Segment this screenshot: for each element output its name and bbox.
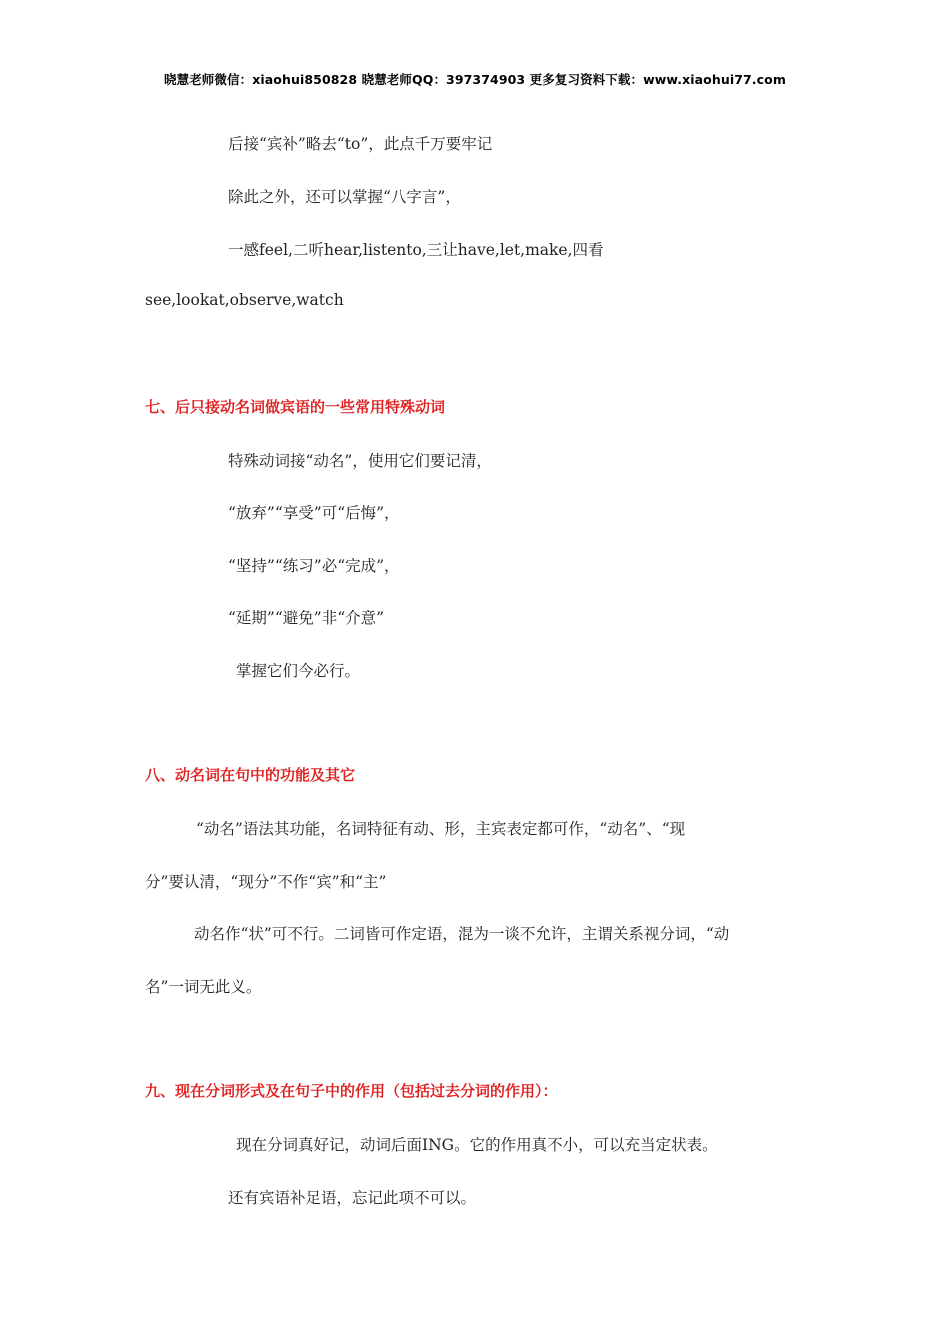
text-line: see,lookat,observe,watch: [145, 291, 344, 309]
page-header: 晓慧老师微信：xiaohui850828 晓慧老师QQ：397374903 更多复习资料下载：www.xiaohui77.com: [164, 72, 786, 87]
section-heading-7: 七、后只接动名词做宾语的一些常用特殊动词: [145, 398, 446, 416]
text-line: “动名”语法其功能，名词特征有动、形，主宾表定都可作，“动名”、“现: [196, 820, 686, 838]
section-heading-9: 九、现在分词形式及在句子中的作用（包括过去分词的作用）：: [145, 1082, 558, 1100]
text-line: 一感feel,二听hear,listento,三让have,let,make,四看: [228, 241, 604, 259]
text-line: 现在分词真好记，动词后面ING。它的作用真不小，可以充当定状表。: [236, 1136, 718, 1154]
text-line: “延期”“避免”非“介意”: [228, 609, 385, 627]
text-line: 动名作“状”可不行。二词皆可作定语，混为一谈不允许，主谓关系视分词，“动: [194, 925, 730, 943]
text-line: 掌握它们今必行。: [236, 662, 361, 680]
text-line: 名”一词无此义。: [145, 978, 262, 996]
text-line: 除此之外，还可以掌握“八字言”，: [228, 188, 461, 206]
text-line: “放弃”“享受”可“后悔”，: [228, 504, 400, 522]
text-line: 还有宾语补足语，忘记此项不可以。: [228, 1189, 477, 1207]
text-line: 后接“宾补”略去“to”，此点千万要牢记: [228, 135, 493, 153]
text-line: 特殊动词接“动名”，使用它们要记清，: [228, 452, 492, 470]
section-heading-8: 八、动名词在句中的功能及其它: [145, 766, 356, 784]
text-line: 分”要认清，“现分”不作“宾”和“主”: [145, 873, 387, 891]
text-line: “坚持”“练习”必“完成”，: [228, 557, 400, 575]
